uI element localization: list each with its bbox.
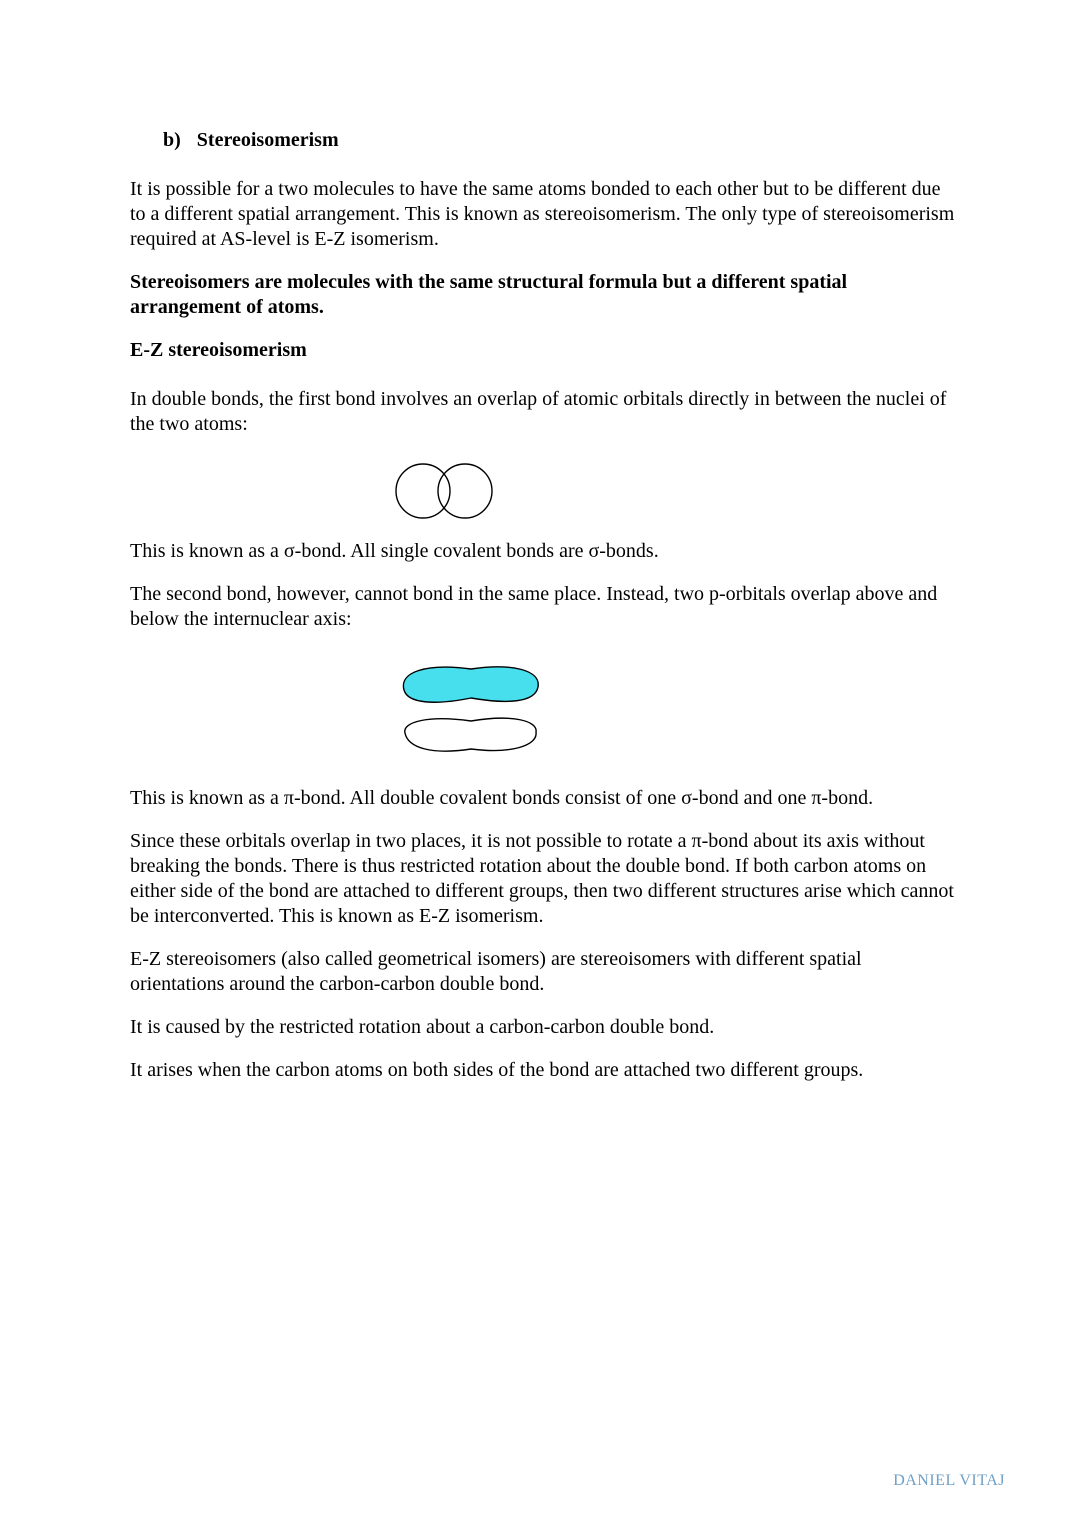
sigma-orbital-left xyxy=(396,464,450,518)
pi-lobe-top xyxy=(403,667,538,702)
paragraph-sigma-intro: In double bonds, the first bond involves an overlap of atomic orbitals directly in between the nuclei of the two atoms: xyxy=(130,388,947,435)
paragraph-stereoisomer-definition: Stereoisomers are molecules with the same structural formula but a different spatial arrangement of atoms. xyxy=(130,271,848,318)
paragraph-pi-definition: This is known as a π-bond. All double covalent bonds consist of one σ-bond and one π-bond. xyxy=(130,787,874,809)
paragraph-cause: It is caused by the restricted rotation about a carbon-carbon double bond. xyxy=(130,1016,715,1038)
page-content xyxy=(130,128,958,1101)
paragraph-sigma-definition: This is known as a σ-bond. All single covalent bonds are σ-bonds. xyxy=(130,540,659,562)
section-heading-text: Stereoisomerism xyxy=(196,129,339,151)
sigma-bond-diagram xyxy=(393,461,958,521)
pi-bond-diagram xyxy=(396,660,958,760)
paragraph-restricted-rotation: Since these orbitals overlap in two places, it is not possible to rotate a π-bond about its axis without breaking the bonds. There is thus restricted rotation about the double bond. If both carbon atoms on either side of the bond are attached to different groups, then two different structures arise which cannot be interconverted. This is known as E-Z isomerism. xyxy=(130,830,954,927)
paragraph-arises: It arises when the carbon atoms on both sides of the bond are attached two different groups. xyxy=(130,1059,864,1081)
sigma-bond-orbital-overlap-icon xyxy=(393,461,497,521)
subheading-ez-stereoisomerism: E-Z stereoisomerism xyxy=(130,339,307,361)
sigma-orbital-right xyxy=(438,464,492,518)
footer-author: DANIEL VITAJ xyxy=(893,1472,1005,1489)
section-heading-prefix: b) xyxy=(163,129,181,151)
paragraph-pi-intro: The second bond, however, cannot bond in the same place. Instead, two p-orbitals overlap above and below the internuclear axis: xyxy=(130,583,938,630)
section-heading xyxy=(130,128,958,153)
pi-lobe-bottom xyxy=(405,718,536,751)
paragraph-ez-stereoisomers-definition: E-Z stereoisomers (also called geometrical isomers) are stereoisomers with different spatial orientations around the carbon-carbon double bond. xyxy=(130,948,862,995)
paragraph-intro: It is possible for a two molecules to have the same atoms bonded to each other but to be different due to a different spatial arrangement. This is known as stereoisomerism. The only type of stereoisomerism required at AS-level is E-Z isomerism. xyxy=(130,178,955,250)
pi-bond-p-orbital-overlap-icon xyxy=(396,660,546,760)
